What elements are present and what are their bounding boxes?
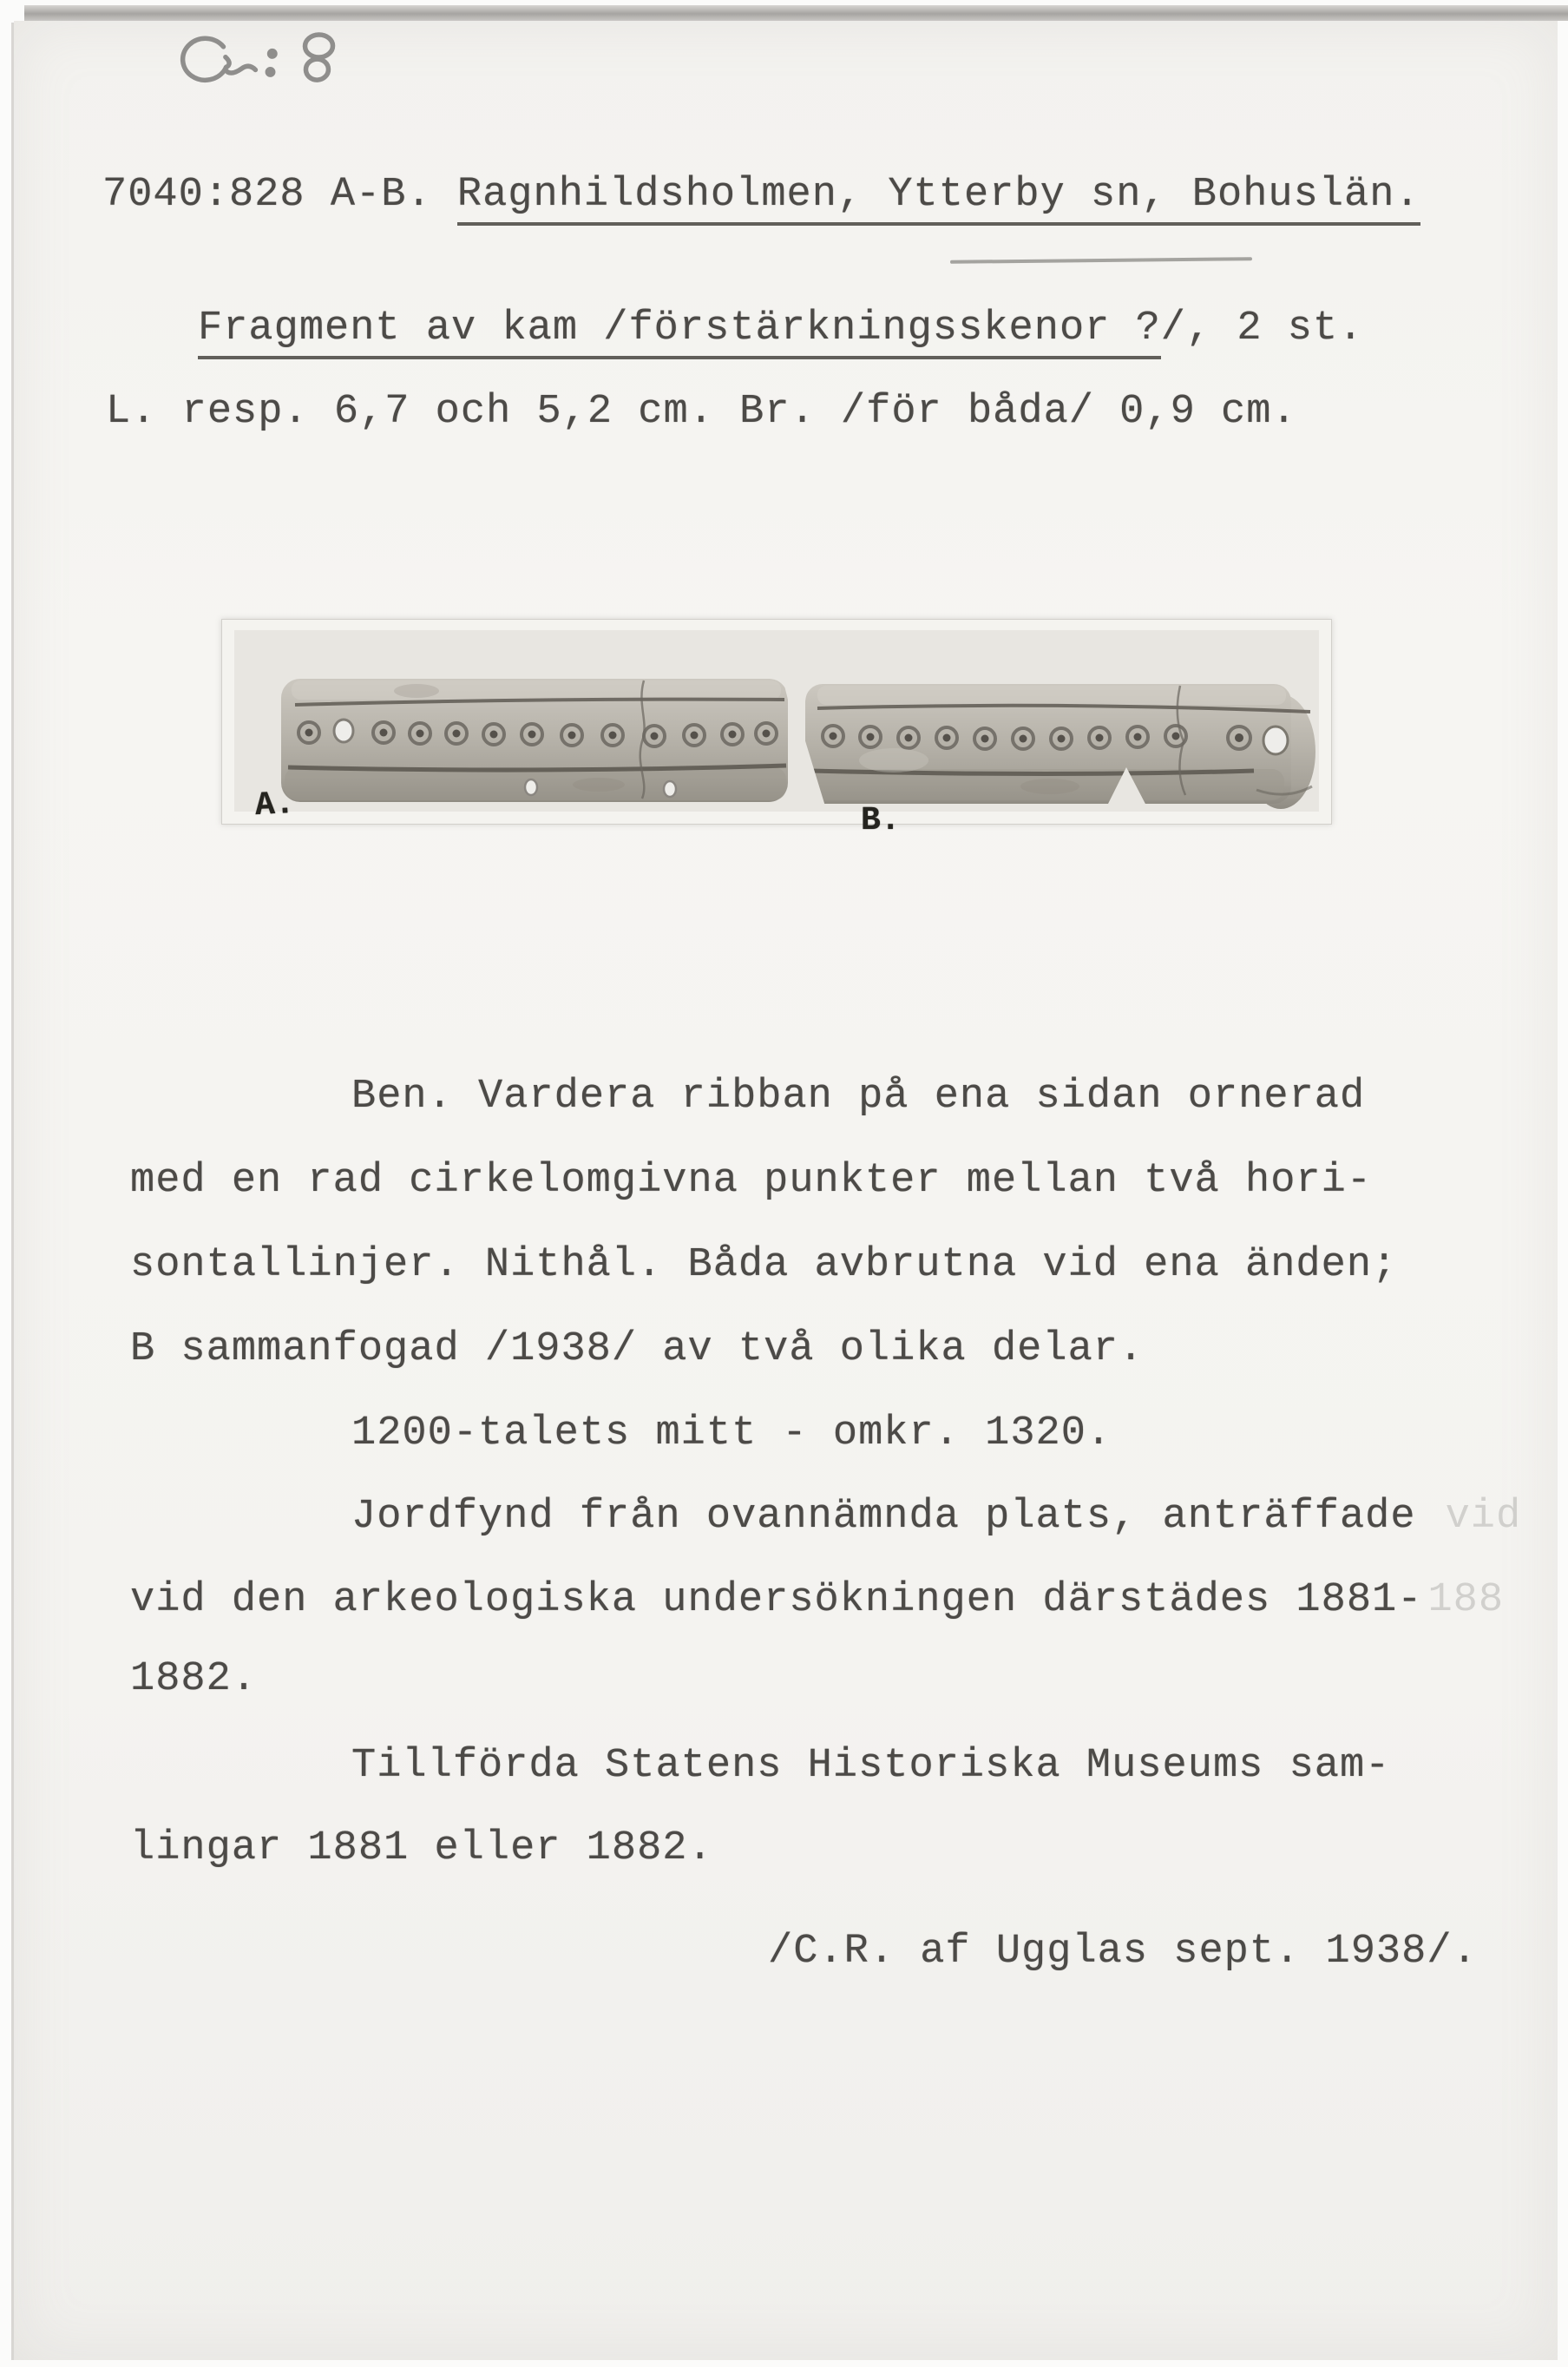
catalog-text-line-4: B sammanfogad /1938/ av två olika delar. — [130, 1326, 1145, 1372]
catalog-text-line-10: lingar 1881 eller 1882. — [130, 1825, 713, 1871]
ghost-text: 188 — [1427, 1577, 1505, 1623]
catalog-text-line-1: Ben. Vardera ribban på ena sidan ornerad — [351, 1074, 1366, 1120]
object-title-line — [198, 306, 1363, 352]
ghost-text: vid — [1445, 1494, 1522, 1540]
fragment-a-label: A. — [253, 785, 296, 825]
signature-line: /C.R. af Ugglas sept. 1938/. — [768, 1929, 1478, 1975]
site-name: Ragnhildsholmen, Ytterby sn, Bohuslän. — [457, 172, 1420, 226]
catalog-text-line-5: 1200-talets mitt - omkr. 1320. — [351, 1410, 1112, 1456]
catalog-text-line-2: med en rad cirkelomgivna punkter mellan två hori- — [130, 1158, 1373, 1204]
catalog-text-line-9: Tillförda Statens Historiska Museums sam- — [351, 1743, 1391, 1789]
fragment-b-label: B. — [861, 802, 901, 839]
artifact-photo-image — [234, 630, 1319, 812]
catalog-text-line-3: sontallinjer. Nithål. Båda avbrutna vid ena änden; — [130, 1242, 1398, 1288]
artifact-photo — [221, 619, 1332, 839]
catalog-text: Jordfynd från ovannämnda plats, anträffade — [351, 1494, 1416, 1540]
catalog-text: vid den arkeologiska undersökningen därstädes 1881- — [130, 1577, 1423, 1623]
handwritten-annotation — [165, 17, 373, 100]
fragment-b — [805, 684, 1315, 810]
fragment-a — [281, 679, 788, 802]
catalog-text-line-7 — [130, 1577, 1504, 1624]
catalog-text-line-6 — [351, 1494, 1521, 1541]
catalog-text-line-8: 1882. — [130, 1656, 258, 1702]
inventory-number: 7040:828 A-B. — [102, 172, 457, 218]
object-title-rest: /, 2 st. — [1160, 306, 1364, 352]
header-line — [102, 172, 1420, 219]
dimensions-line: L. resp. 6,7 och 5,2 cm. Br. /för båda/ 0,9 cm. — [106, 389, 1297, 435]
object-title-underlined: Fragment av kam /förstärkningsskenor ? — [198, 306, 1161, 359]
